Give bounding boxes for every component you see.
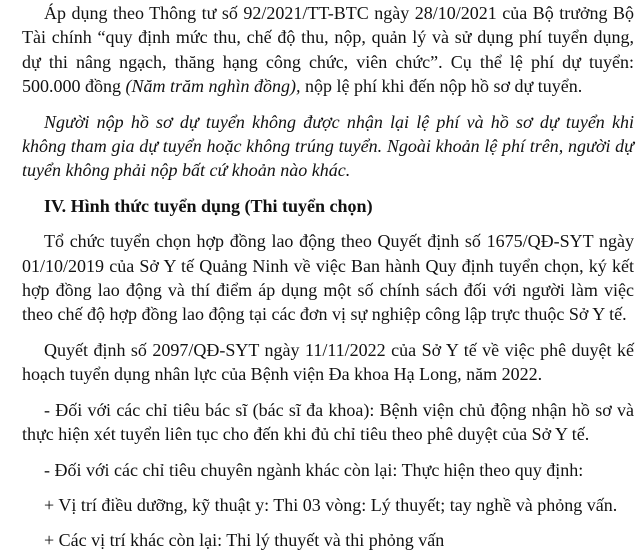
other-positions-line: + Các vị trí khác còn lại: Thi lý thuyết và thi phỏng vấn — [44, 530, 445, 551]
recruitment-basis-paragraph: Tổ chức tuyển chọn hợp đồng lao động theo Quyết định số 1675/QĐ-SYT ngày 01/10/2019 của Sở Y tế Quảng Ninh về việc Ban hành Quy định tuyển chọn, ký kết hợp đồng lao động và thí điểm áp dụng một số chính sách đối với người làm việc theo chế độ hợp đồng lao động tại các đơn vị sự nghiệp công lập trực thuộc Sở Y tế. — [22, 231, 634, 325]
decision-paragraph: Quyết định số 2097/QĐ-SYT ngày 11/11/2022 của Sở Y tế về việc phê duyệt kế hoạch tuyển dụng nhân lực của Bệnh viện Đa khoa Hạ Long, năm 2022. — [22, 339, 634, 385]
other-targets-line: - Đối với các chỉ tiêu chuyên ngành khác còn lại: Thực hiện theo quy định: — [44, 459, 584, 480]
fee-paragraph — [22, 1, 634, 99]
fee-note-paragraph — [22, 110, 634, 183]
fee-paragraph-text: Áp dụng theo Thông tư số 92/2021/TT-BTC ngày 28/10/2021 của Bộ trưởng Bộ Tài chính “quy định mức thu, chế độ thu, nộp, quản lý và sử dụng phí tuyển dụng, dự thi nâng ngạch, thăng hạng công chức, viên chức”. Cụ thể lệ phí dự tuyển: 500.000 đồng — [22, 3, 634, 97]
fee-note-text: Người nộp hồ sơ dự tuyển không được nhận lại lệ phí và hồ sơ dự tuyển khi không tham gia dự tuyển hoặc không trúng tuyển. Ngoài khoản lệ phí trên, người dự tuyển không phải nộp bất cứ khoản nào khác. — [22, 111, 634, 181]
fee-paragraph-tail: nộp lệ phí khi đến nộp hồ sơ dự tuyển. — [300, 76, 583, 97]
doctor-targets-paragraph: - Đối với các chỉ tiêu bác sĩ (bác sĩ đa khoa): Bệnh viện chủ động nhận hồ sơ và thực hiện xét tuyển liên tục cho đến khi đủ chỉ tiêu theo phê duyệt của Sở Y tế. — [22, 399, 634, 445]
section-heading: IV. Hình thức tuyển dụng (Thi tuyển chọn) — [44, 195, 373, 216]
nursing-position-line: + Vị trí điều dưỡng, kỹ thuật y: Thi 03 vòng: Lý thuyết; tay nghề và phỏng vấn. — [44, 494, 618, 515]
fee-amount-in-words: (Năm trăm nghìn đồng), — [125, 76, 301, 97]
